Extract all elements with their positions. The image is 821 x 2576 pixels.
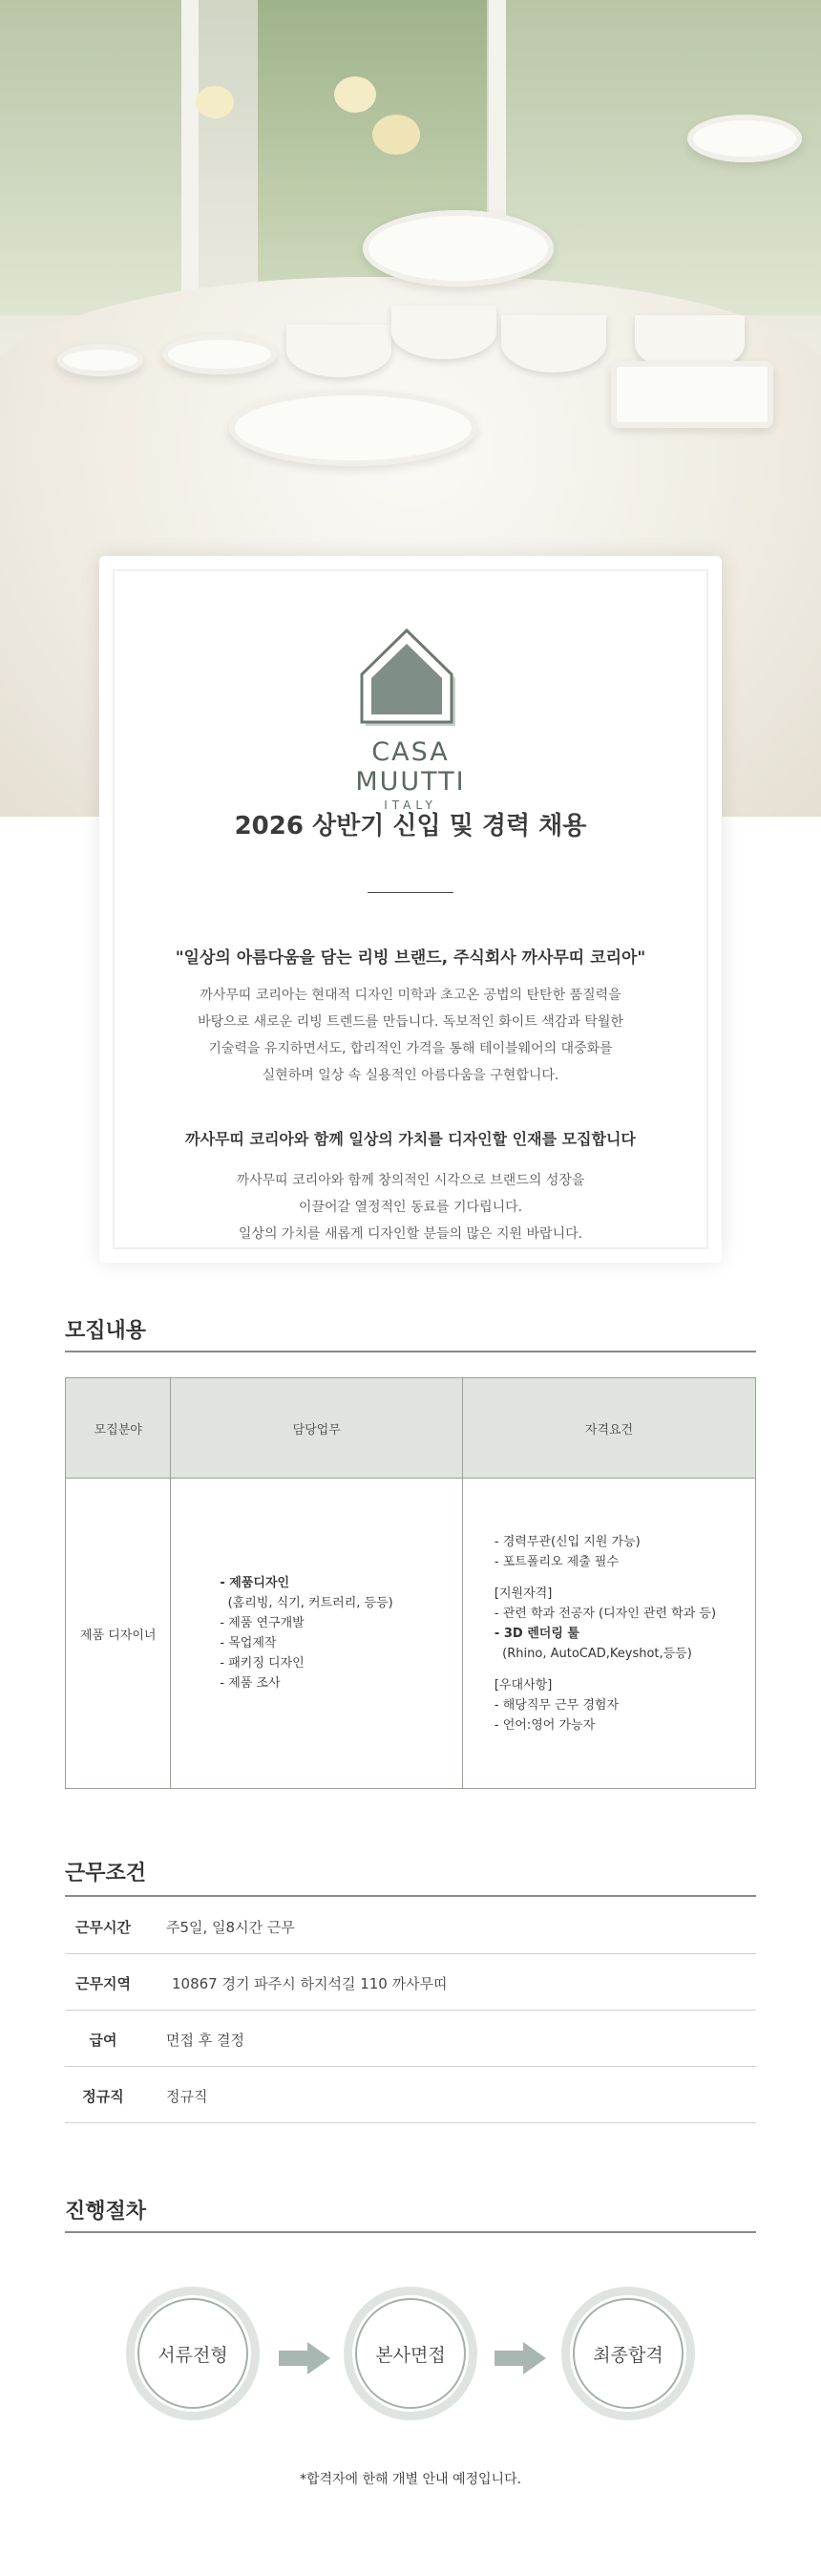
step-2-circle xyxy=(344,2287,477,2420)
step-3-label: 최종합격 xyxy=(573,2298,684,2409)
condition-row xyxy=(65,1954,756,2011)
condition-value: 10867 경기 파주시 하지석길 110 까사무띠 xyxy=(172,1975,448,1992)
section-title-recruit: 모집내용 xyxy=(65,1319,147,1343)
brand-logo xyxy=(344,625,477,812)
section-rule xyxy=(65,1895,756,1897)
section-title-process: 진행절차 xyxy=(65,2200,147,2224)
intro-paragraph: 까사무띠 코리아는 현대적 디자인 미학과 초고온 공법의 탄탄한 품질력을 바탕으로 새로운 리빙 트렌드를 만듭니다. 독보적인 화이트 색감과 탁월한 기술력을 유지하면서도, 합리적인 가격을 통해 테이블웨어의 대중화를 실현하며 일상 속 실용적인 아름다움을 구현합니다. xyxy=(198,988,623,1083)
step-1-label: 서류전형 xyxy=(137,2298,248,2409)
header-duties: 담당업무 xyxy=(171,1378,463,1479)
condition-value: 주5일, 일8시간 근무 xyxy=(166,1919,295,1936)
step-1-circle xyxy=(126,2287,260,2420)
recruit-subheading: 까사무띠 코리아와 함께 일상의 가치를 디자인할 인재를 모집합니다 xyxy=(185,1130,636,1148)
page-title: 2026 상반기 신입 및 경력 채용 xyxy=(234,812,587,841)
header-requirements: 자격요건 xyxy=(462,1378,755,1479)
house-logo-icon xyxy=(358,625,463,730)
table-header-row xyxy=(66,1378,756,1479)
arrow-right-icon xyxy=(279,2342,330,2374)
condition-key: 근무지역 xyxy=(75,1975,131,1992)
closing-paragraph: 까사무띠 코리아와 함께 창의적인 시각으로 브랜드의 성장을 이끌어갈 열정적인 동료를 기다립니다. 일상의 가치를 새롭게 디자인할 분들의 많은 지원 바랍니다. xyxy=(236,1173,585,1242)
condition-key: 정규직 xyxy=(82,2088,124,2105)
process-note: *합격자에 한해 개별 안내 예정입니다. xyxy=(299,2472,522,2487)
cell-requirements: - 경력무관(신입 지원 가능) - 포트폴리오 제출 필수 [지원자격] - 관련 학과 전공자 (디자인 관련 학과 등) - 3D 렌더링 툴 (Rhino, AutoCAD,Keyshot,등등) [우대사항] - 해당직무 근무 경험자 - 언어:영어 가능자 xyxy=(462,1479,755,1789)
condition-row xyxy=(65,1898,756,1954)
section-rule xyxy=(65,1351,756,1352)
condition-row xyxy=(65,2067,756,2123)
logo-wordmark: CASA MUUTTI xyxy=(355,737,466,797)
section-title-conditions: 근무조건 xyxy=(65,1862,147,1885)
header-field: 모집분야 xyxy=(66,1378,171,1479)
table-row xyxy=(66,1479,756,1789)
recruit-table xyxy=(65,1377,756,1789)
condition-key: 근무시간 xyxy=(75,1919,131,1936)
arrow-right-icon xyxy=(495,2342,546,2374)
section-rule xyxy=(65,2231,756,2233)
step-3-circle xyxy=(561,2287,695,2420)
condition-value: 면접 후 결정 xyxy=(166,2032,244,2049)
condition-key: 급여 xyxy=(89,2032,117,2049)
condition-value: 정규직 xyxy=(166,2088,208,2105)
cell-duties: - 제품디자인 (홈리빙, 식기, 커트러리, 등등) - 제품 연구개발 - 목업제작 - 패키징 디자인 - 제품 조사 xyxy=(171,1479,463,1789)
logo-subtitle: ITALY xyxy=(384,798,437,812)
step-2-label: 본사면접 xyxy=(355,2298,466,2409)
title-divider xyxy=(368,892,453,893)
cell-field: 제품 디자이너 xyxy=(66,1479,171,1789)
brand-quote: "일상의 아름다움을 담는 리빙 브랜드, 주식회사 까사무띠 코리아" xyxy=(175,948,646,968)
condition-row xyxy=(65,2011,756,2067)
intro-card xyxy=(99,556,722,1263)
